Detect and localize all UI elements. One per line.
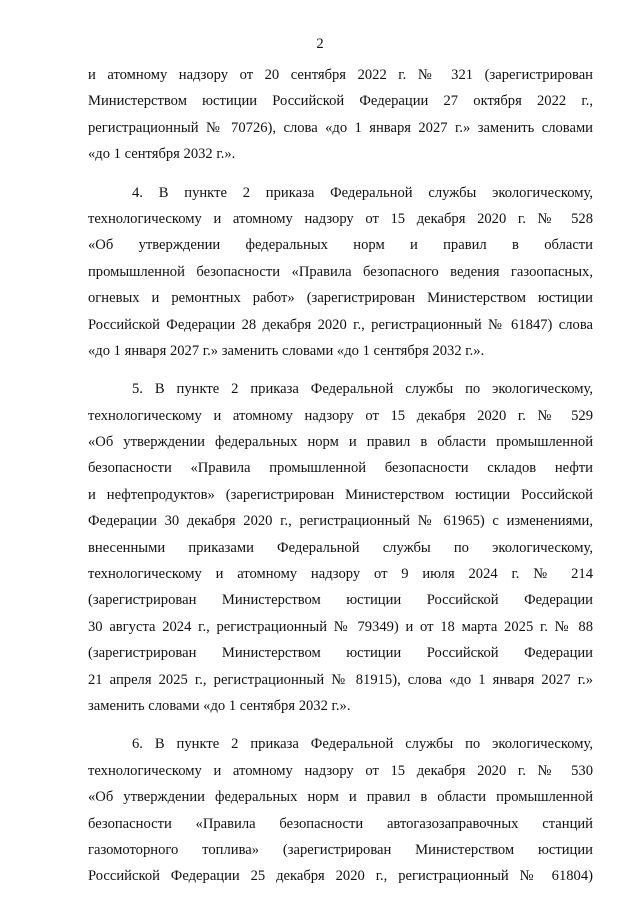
text-line: заменить словами «до 1 сентября 2032 г.».	[88, 697, 351, 714]
text-line: 30 августа 2024 г., регистрационный № 79349) и от 18 марта 2025 г. № 88	[88, 618, 593, 635]
paragraph-item-4	[88, 180, 593, 365]
text-line: и нефтепродуктов» (зарегистрирован Министерством юстиции Российской	[88, 486, 593, 503]
text-line: газомоторного топлива» (зарегистрирован Министерством юстиции	[88, 841, 593, 858]
text-line: безопасности «Правила промышленной безопасности складов нефти	[88, 460, 593, 477]
text-line: 5. В пункте 2 приказа Федеральной службы по экологическому,	[132, 381, 593, 398]
text-line: (зарегистрирован Министерством юстиции Российской Федерации	[88, 645, 593, 662]
text-line: 21 апреля 2025 г., регистрационный № 81915), слова «до 1 января 2027 г.»	[88, 671, 593, 688]
text-line: промышленной безопасности «Правила безопасного ведения газоопасных,	[88, 263, 593, 280]
text-line: (зарегистрирован Министерством юстиции Российской Федерации	[88, 592, 593, 609]
text-line: «Об утверждении федеральных норм и правил в области	[88, 237, 593, 254]
text-line: и атомному надзору от 20 сентября 2022 г. № 321 (зарегистрирован	[88, 67, 593, 83]
paragraph-item-6	[88, 731, 593, 889]
text-line: «Об утверждении федеральных норм и правил в области промышленной	[88, 789, 593, 806]
text-line: технологическому и атомному надзору от 15 декабря 2020 г. № 530	[88, 762, 593, 779]
text-line: технологическому и атомному надзору от 9 июля 2024 г. № 214	[88, 566, 593, 583]
text-line: «до 1 января 2027 г.» заменить словами «до 1 сентября 2032 г.».	[88, 342, 485, 359]
text-line: Федерации 30 декабря 2020 г., регистрационный № 61965) с изменениями,	[88, 513, 593, 530]
paragraph-continuation	[88, 62, 593, 168]
text-line: «до 1 сентября 2032 г.».	[88, 146, 236, 163]
text-line: огневых и ремонтных работ» (зарегистрирован Министерством юстиции	[88, 290, 593, 307]
text-line: регистрационный № 70726), слова «до 1 января 2027 г.» заменить словами	[88, 119, 593, 136]
text-line: Российской Федерации 25 декабря 2020 г., регистрационный № 61804)	[88, 868, 593, 885]
paragraph-item-5	[88, 376, 593, 719]
text-line: безопасности «Правила безопасности автогазозаправочных станций	[88, 815, 593, 832]
text-line: технологическому и атомному надзору от 15 декабря 2020 г. № 529	[88, 407, 593, 424]
text-line: 6. В пункте 2 приказа Федеральной службы по экологическому,	[132, 736, 593, 753]
text-line: технологическому и атомному надзору от 15 декабря 2020 г. № 528	[88, 210, 593, 227]
page-number: 2	[316, 36, 324, 52]
text-line: Российской Федерации 28 декабря 2020 г., регистрационный № 61847) слова	[88, 316, 593, 333]
text-line: 4. В пункте 2 приказа Федеральной службы экологическому,	[132, 184, 593, 201]
text-line: «Об утверждении федеральных норм и правил в области промышленной	[88, 434, 593, 451]
text-line: Министерством юстиции Российской Федерации 27 октября 2022 г.,	[88, 93, 593, 110]
text-line: внесенными приказами Федеральной службы по экологическому,	[88, 539, 593, 556]
document-body	[88, 62, 593, 890]
